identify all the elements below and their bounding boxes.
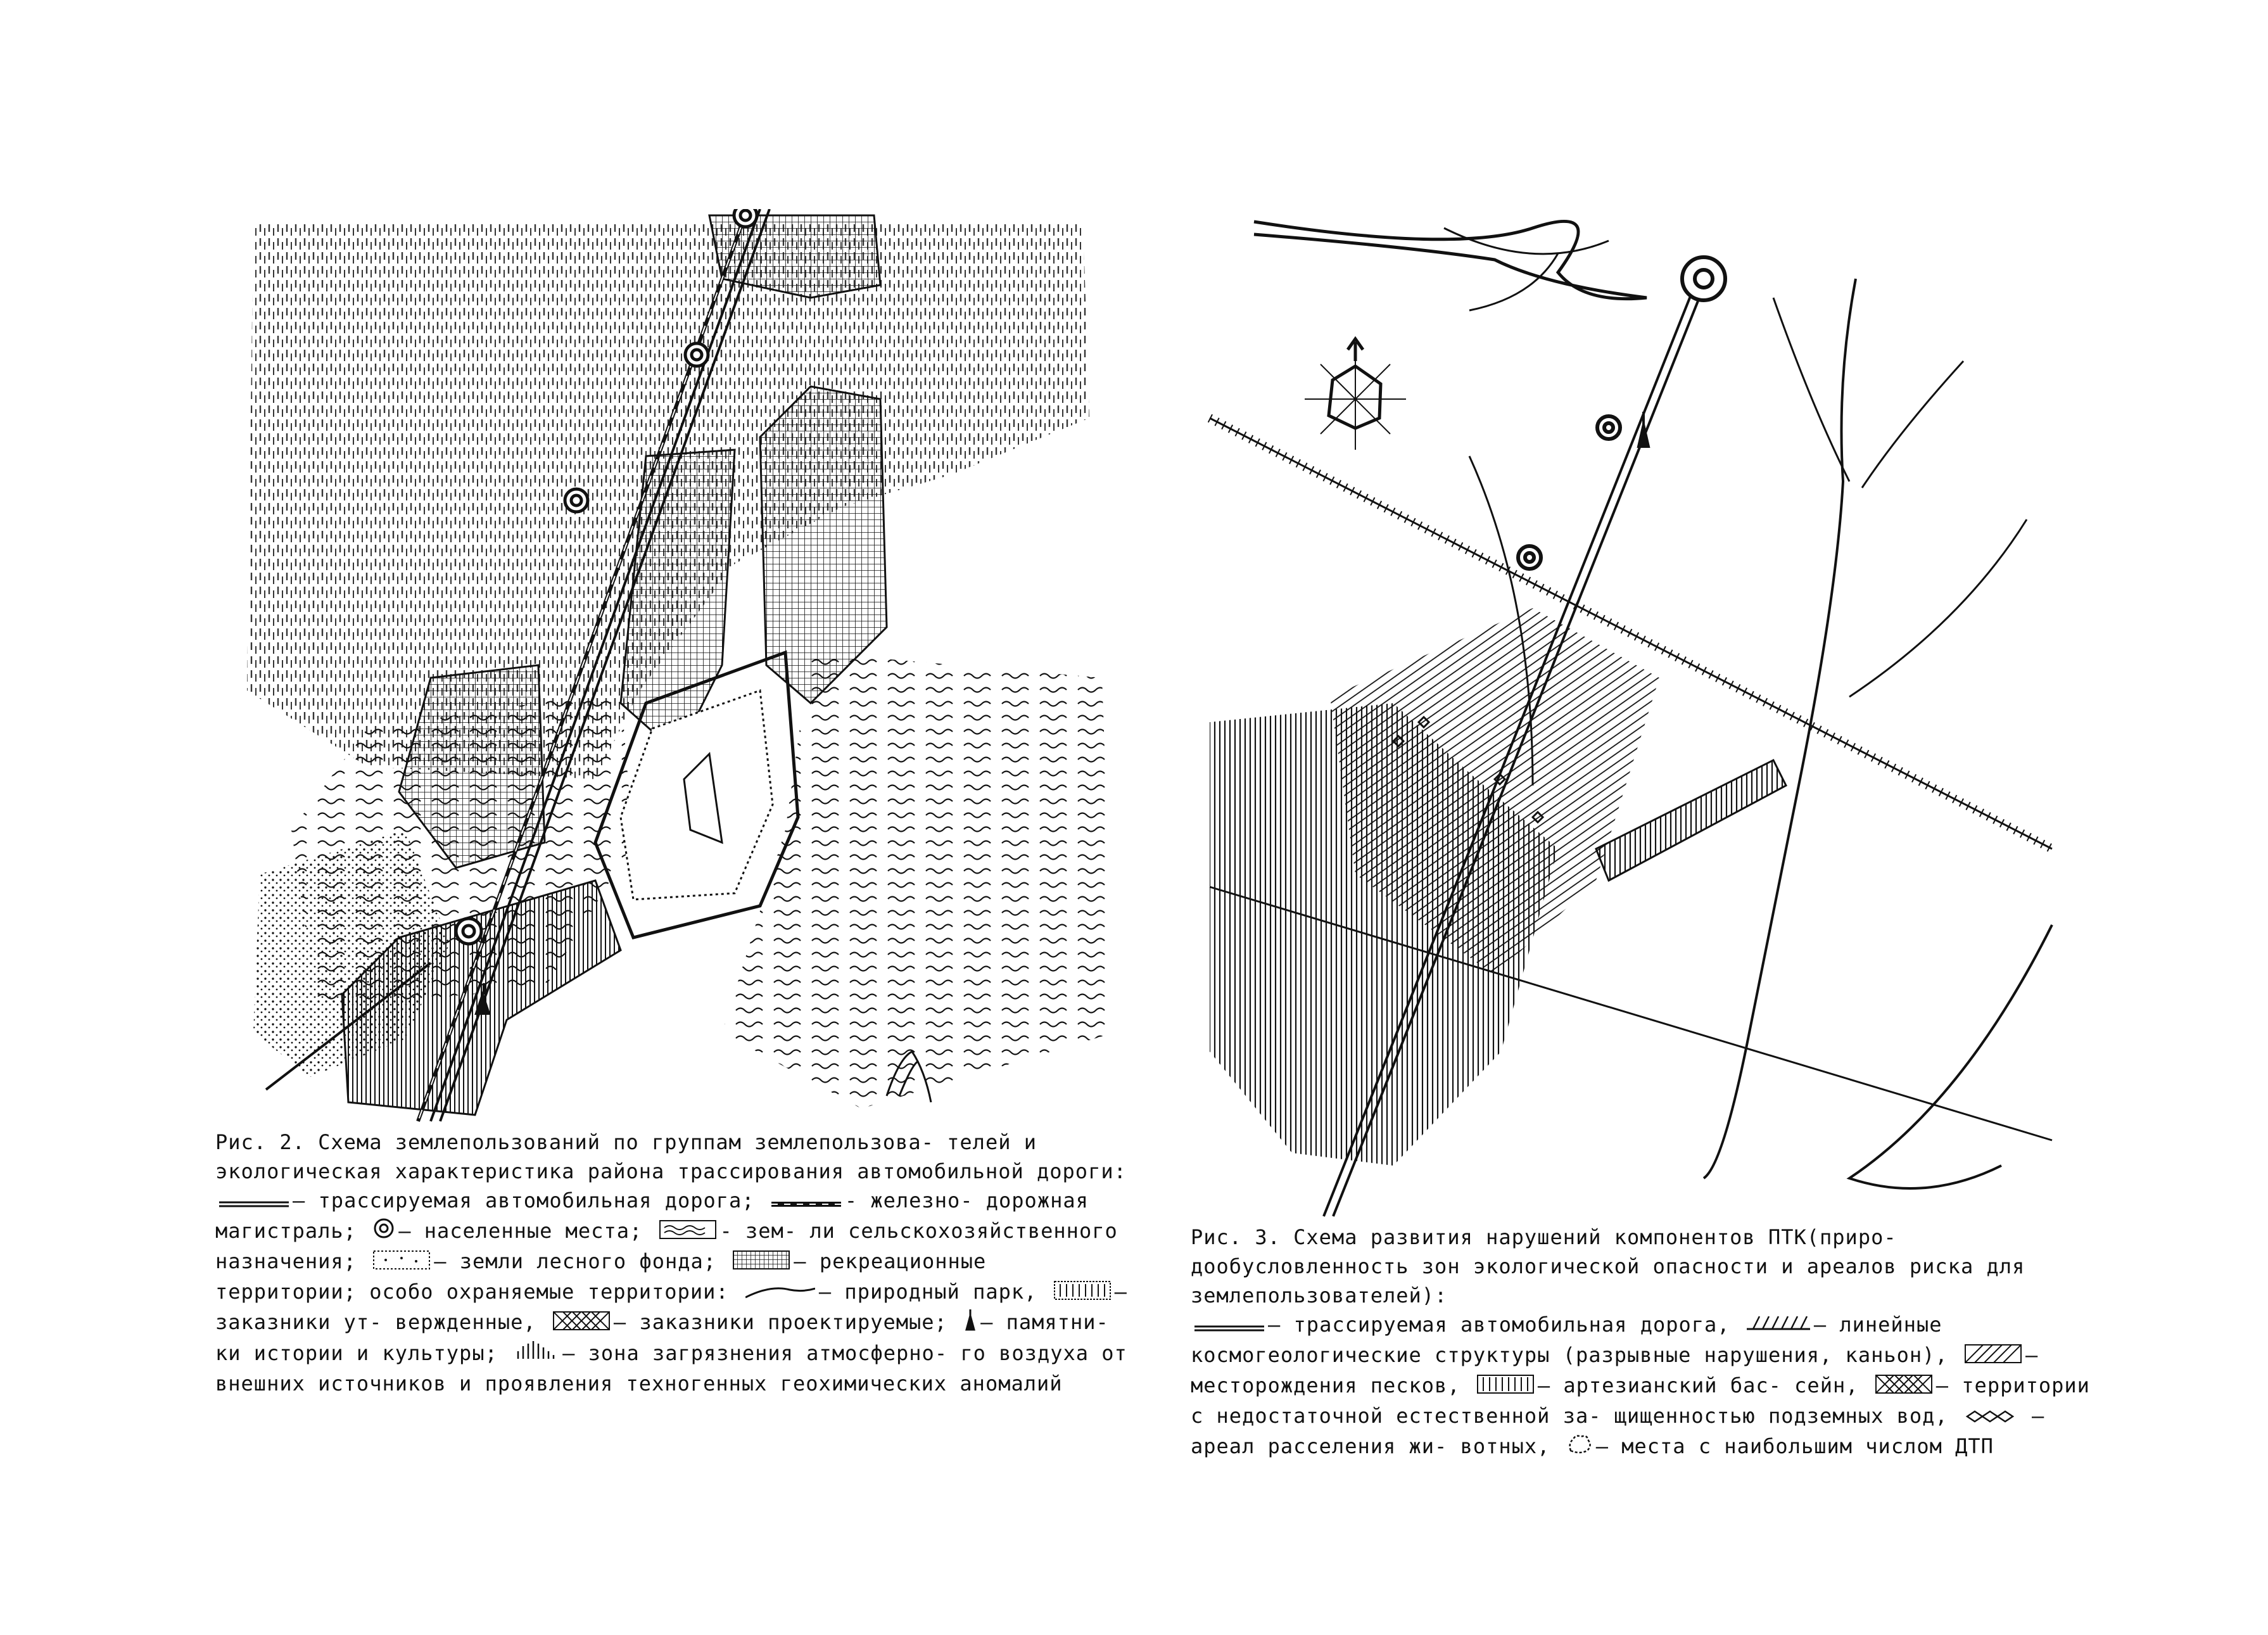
diagonal-hatch-box-icon — [1965, 1342, 2022, 1371]
wavy-lines-icon — [659, 1218, 716, 1247]
accident-spot-icon — [1567, 1433, 1592, 1462]
river — [1704, 279, 1856, 1178]
agricultural-land — [722, 652, 1115, 1109]
legend-item-groundwater: – территории с недостаточной естественной за- щищенностью подземных вод, — [1191, 1373, 2090, 1428]
figure3-map — [1203, 215, 2065, 1229]
curve-line-icon — [745, 1278, 815, 1307]
legend-item-road: – трассируемая автомобильная дорога; — [293, 1188, 755, 1212]
legend-item-sand: – месторождения песков, — [1191, 1343, 2039, 1397]
legend-item-pollution: – зона загрязнения атмосферно- го воздуха от внешних источников и проявления техногенных геохимических аномалий — [215, 1341, 1127, 1396]
figure2-caption-title: Рис. 2. Схема землепользований по группам землепользова- телей и экологическая характеристика района трассирования автомобильной дороги: — [215, 1130, 1127, 1183]
fault-hatch-icon — [1747, 1311, 1810, 1340]
river — [1849, 925, 2052, 1188]
vertical-hatch-box-icon — [1054, 1278, 1111, 1307]
crosshatch-box-icon — [553, 1309, 610, 1338]
figure3-legend — [1191, 1310, 2096, 1462]
road-line-icon — [1194, 1311, 1264, 1340]
legend-item-agricultural: - зем- ли сельскохозяйственного назначения; — [215, 1219, 1118, 1273]
coastline — [1254, 221, 1647, 298]
vertical-hatch-box-icon — [1477, 1372, 1534, 1401]
legend-item-nature-park: – природный парк, — [818, 1280, 1037, 1304]
legend-item-approved-reserves: – заказники ут- вержденные, — [215, 1280, 1127, 1334]
figure2-map — [241, 209, 1115, 1128]
legend-item-faults: – линейные космогеологические структуры (разрывные нарушения, каньон), — [1191, 1313, 1948, 1367]
crosshatch-box-icon — [1875, 1372, 1932, 1401]
legend-item-planned-reserves: – заказники проектируемые; — [613, 1310, 947, 1334]
figure2-legend — [215, 1186, 1127, 1398]
wind-rose-icon — [1305, 339, 1406, 450]
legend-item-recreation: – рекреационные территории; особо охраняемые территории: — [215, 1249, 987, 1304]
coastline-inner — [1444, 228, 1609, 310]
road-line-icon — [219, 1187, 289, 1216]
figure3-caption-title: Рис. 3. Схема развития нарушений компонентов ПТК(приро- дообусловленность зон экологической опасности и ареалов риска для землепользователей): — [1191, 1225, 2025, 1307]
legend-item-railway: - железно- дорожная магистраль; — [215, 1188, 1089, 1243]
legend-item-road: – трассируемая автомобильная дорога, — [1268, 1313, 1730, 1337]
legend-item-forest: – земли лесного фонда; — [434, 1249, 717, 1273]
legend-item-monuments: – памятни- ки истории и культуры; — [215, 1310, 1109, 1365]
monument-icon — [964, 1308, 977, 1339]
figure2-caption — [215, 1128, 1127, 1398]
legend-item-animals: – ареал расселения жи- вотных, — [1191, 1404, 2045, 1458]
legend-item-artesian: – артезианский бас- сейн, — [1537, 1373, 1859, 1397]
legend-item-settlements: – населенные места; — [398, 1219, 643, 1243]
diamond-chain-icon — [1965, 1403, 2028, 1432]
settlement-circle-icon — [373, 1218, 395, 1247]
railway-line-icon — [771, 1187, 841, 1216]
pollution-strokes-icon — [514, 1340, 559, 1369]
settlement-circle-icon — [1518, 257, 1725, 569]
legend-item-accidents: – места с наибольшим числом ДТП — [1595, 1434, 1994, 1458]
grid-box-icon — [733, 1248, 790, 1277]
dotted-box-icon — [373, 1248, 430, 1277]
figure3-caption — [1191, 1223, 2096, 1462]
